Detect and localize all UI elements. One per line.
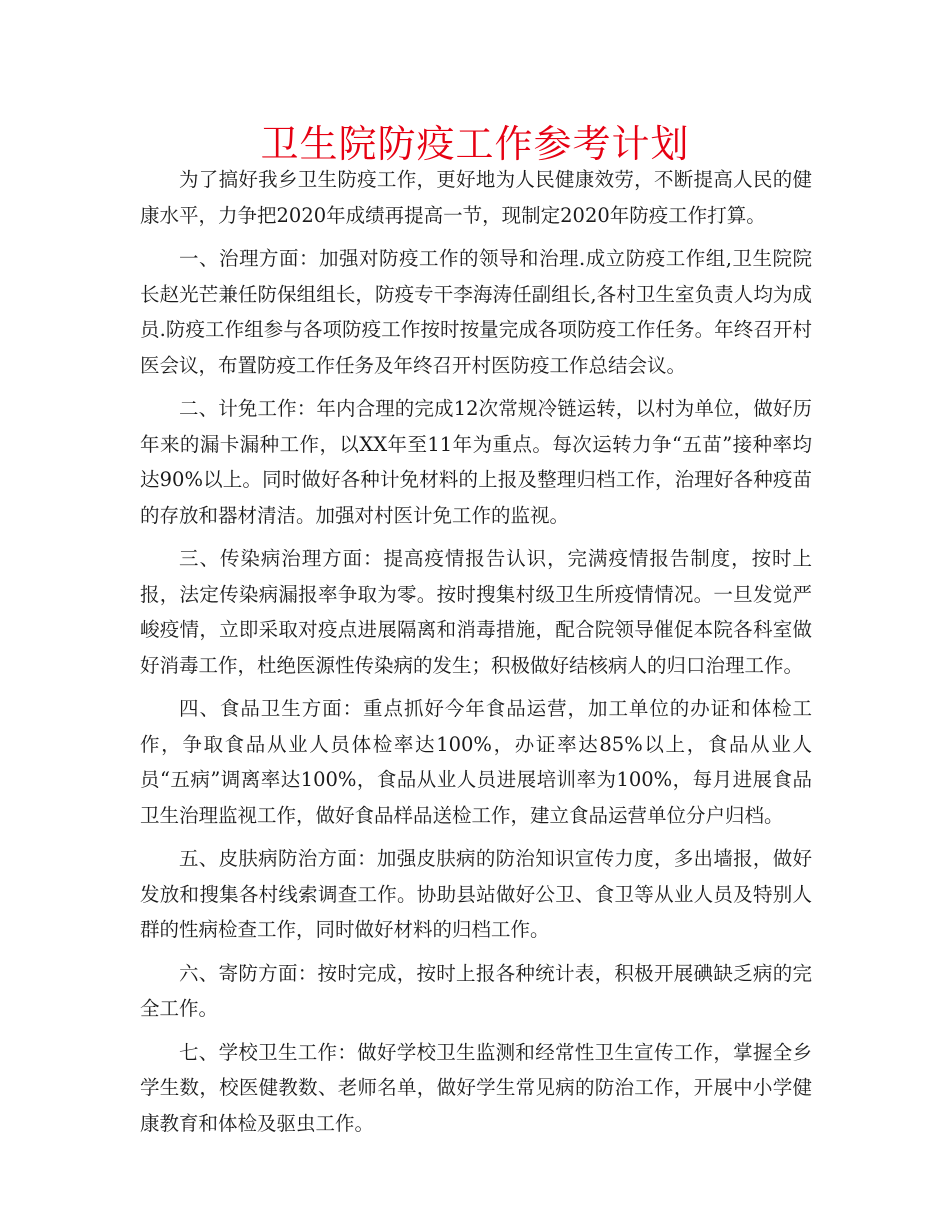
document-title: 卫生院防疫工作参考计划 bbox=[260, 122, 690, 166]
paragraph-food-hygiene: 四、食品卫生方面：重点抓好今年食品运营，加工单位的办证和体检工作，争取食品从业人员体检率达100%，办证率达85%以上，食品从业人员“五病”调离率达100%，食品从业人员进展培训率为100%，每月进展食品卫生治理监视工作，做好食品样品送检工作，建立食品运营单位分户归档。 bbox=[140, 697, 812, 827]
paragraph-school-health: 七、学校卫生工作：做好学校卫生监测和经常性卫生宣传工作，掌握全乡学生数，校医健教数、老师名单，做好学生常见病的防治工作，开展中小学健康教育和体检及驱虫工作。 bbox=[140, 1040, 812, 1135]
paragraph-intro: 为了搞好我乡卫生防疫工作，更好地为人民健康效劳，不断提高人民的健康水平，力争把2020年成绩再提高一节，现制定2020年防疫工作打算。 bbox=[140, 168, 812, 227]
paragraph-infectious-disease: 三、传染病治理方面：提高疫情报告认识，完满疫情报告制度，按时上报，法定传染病漏报率争取为零。按时搜集村级卫生所疫情情况。一旦发觉严峻疫情，立即采取对疫点进展隔离和消毒措施，配合院领导催促本院各科室做好消毒工作，杜绝医源性传染病的发生；积极做好结核病人的归口治理工作。 bbox=[140, 547, 812, 677]
paragraph-parasite-prevention: 六、寄防方面：按时完成，按时上报各种统计表，积极开展碘缺乏病的完全工作。 bbox=[140, 961, 812, 1020]
paragraph-management: 一、治理方面：加强对防疫工作的领导和治理.成立防疫工作组,卫生院院长赵光芒兼任防保组组长，防疫专干李海涛任副组长,各村卫生室负责人均为成员.防疫工作组参与各项防疫工作按时按量完成各项防疫工作任务。年终召开村医会议，布置防疫工作任务及年终召开村医防疫工作总结会议。 bbox=[140, 247, 812, 377]
document-body bbox=[140, 162, 812, 1149]
paragraph-immunization: 二、计免工作：年内合理的完成12次常规冷链运转，以村为单位，做好历年来的漏卡漏种工作，以XX年至11年为重点。每次运转力争“五苗”接种率均达90%以上。同时做好各种计免材料的上报及整理归档工作，治理好各种疫苗的存放和器材清洁。加强对村医计免工作的监视。 bbox=[140, 397, 812, 527]
paragraph-skin-disease: 五、皮肤病防治方面：加强皮肤病的防治知识宣传力度，多出墙报，做好发放和搜集各村线索调查工作。协助县站做好公卫、食卫等从业人员及特别人群的性病检查工作，同时做好材料的归档工作。 bbox=[140, 847, 812, 941]
